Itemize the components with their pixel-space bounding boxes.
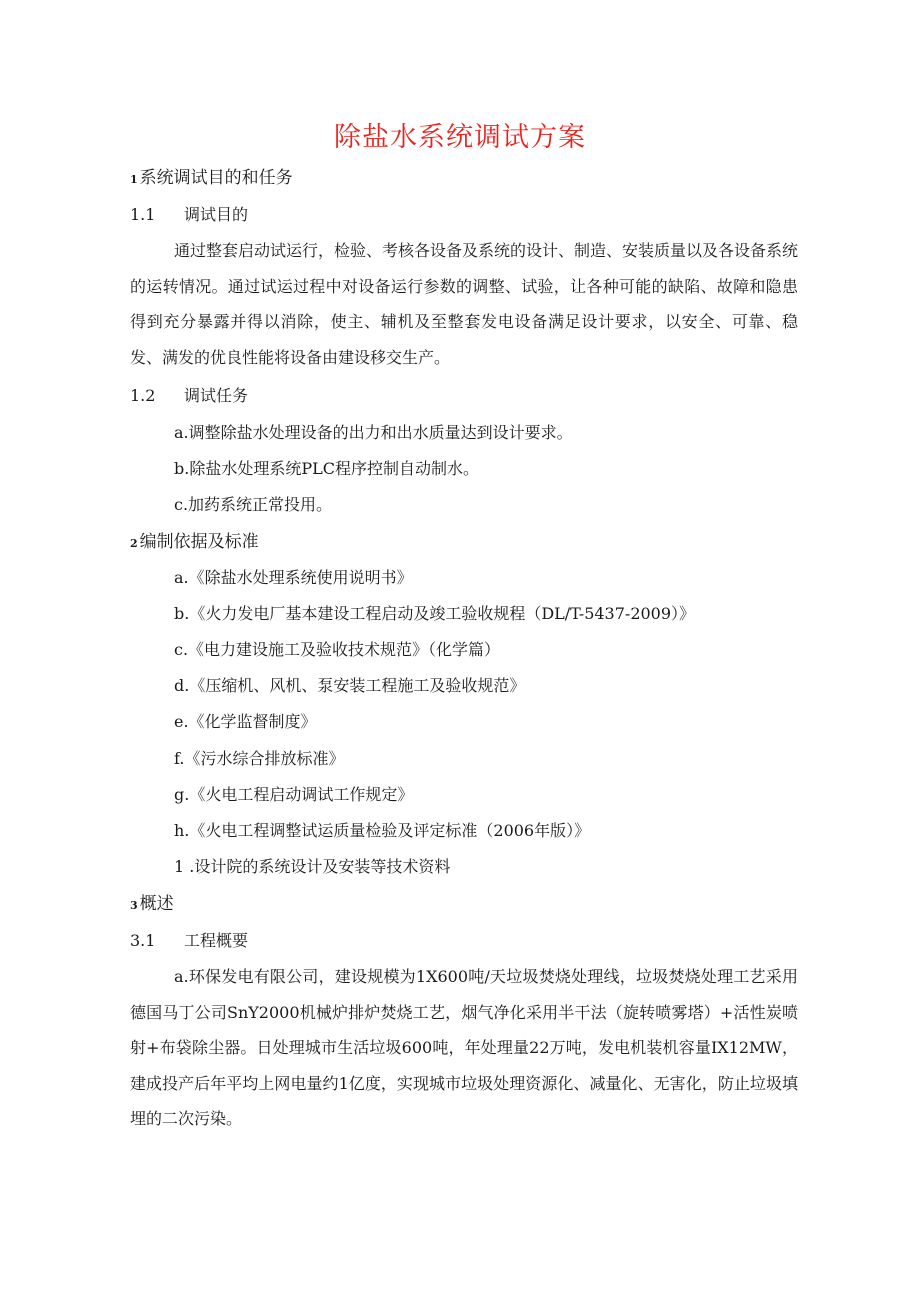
subsection-1-1-heading: [130, 203, 248, 227]
reference-item: f.《污水综合排放标准》: [174, 749, 345, 768]
subsection-number: 1.2: [130, 386, 156, 405]
subsection-number: 3.1: [130, 931, 156, 950]
reference-item: 1 .设计院的系统设计及安装等技术资料: [174, 857, 451, 876]
section-title: 概述: [139, 894, 174, 914]
subsection-title: 工程概要: [184, 931, 249, 950]
section-number: 3: [130, 899, 138, 912]
subsection-3-1-heading: [130, 929, 248, 953]
section-number: 2: [130, 537, 138, 550]
reference-item: h.《火电工程调整试运质量检验及评定标准（2006年版）》: [174, 821, 591, 840]
section-1-heading: [130, 166, 293, 192]
project-overview-paragraph: a.环保发电有限公司，建设规模为1X600吨/天垃圾焚烧处理线，垃圾焚烧处理工艺采用德国马丁公司SnY2000机械炉排炉焚烧工艺，烟气净化采用半干法（旋转喷雾塔）+活性炭喷射+布袋除尘器。日处理城市生活垃圾600吨，年处理量22万吨，发电机装机容量IX12MW，建成投产后年平均上网电量约1亿度，实现城市垃圾处理资源化、减量化、无害化，防止垃圾填埋的二次污染。: [130, 967, 798, 1128]
section-3-heading: [130, 892, 174, 918]
subsection-number: 1.1: [130, 205, 156, 224]
section-title: 系统调试目的和任务: [139, 168, 293, 188]
task-item: a.调整除盐水处理设备的出力和出水质量达到设计要求。: [174, 423, 573, 442]
reference-item: a.《除盐水处理系统使用说明书》: [174, 568, 413, 587]
reference-item: e.《化学监督制度》: [174, 712, 317, 731]
reference-item: g.《火电工程启动调试工作规定》: [174, 785, 414, 804]
reference-item: c.《电力建设施工及验收技术规范》（化学篇）: [174, 640, 501, 659]
reference-item: d.《压缩机、风机、泵安装工程施工及验收规范》: [174, 676, 526, 695]
section-number: 1: [130, 173, 138, 186]
reference-item: b.《火力发电厂基本建设工程启动及竣工验收规程（DL/T-5437-2009）》: [174, 604, 696, 623]
task-item: c.加药系统正常投用。: [174, 495, 333, 514]
subsection-title: 调试目的: [184, 205, 249, 224]
section-2-heading: [130, 530, 259, 556]
purpose-paragraph: 通过整套启动试运行，检验、考核各设备及系统的设计、制造、安装质量以及各设备系统的运转情况。通过试运过程中对设备运行参数的调整、试验，让各种可能的缺陷、故障和隐患得到充分暴露并得以消除，使主、辅机及至整套发电设备满足设计要求，以安全、可靠、稳发、满发的优良性能将设备由建设移交生产。: [130, 241, 799, 367]
subsection-1-2-heading: [130, 384, 248, 408]
document-title: 除盐水系统调试方案: [334, 122, 586, 153]
task-item: b.除盐水处理系统PLC程序控制自动制水。: [174, 459, 479, 478]
section-title: 编制依据及标准: [139, 532, 259, 552]
subsection-title: 调试任务: [184, 386, 249, 405]
